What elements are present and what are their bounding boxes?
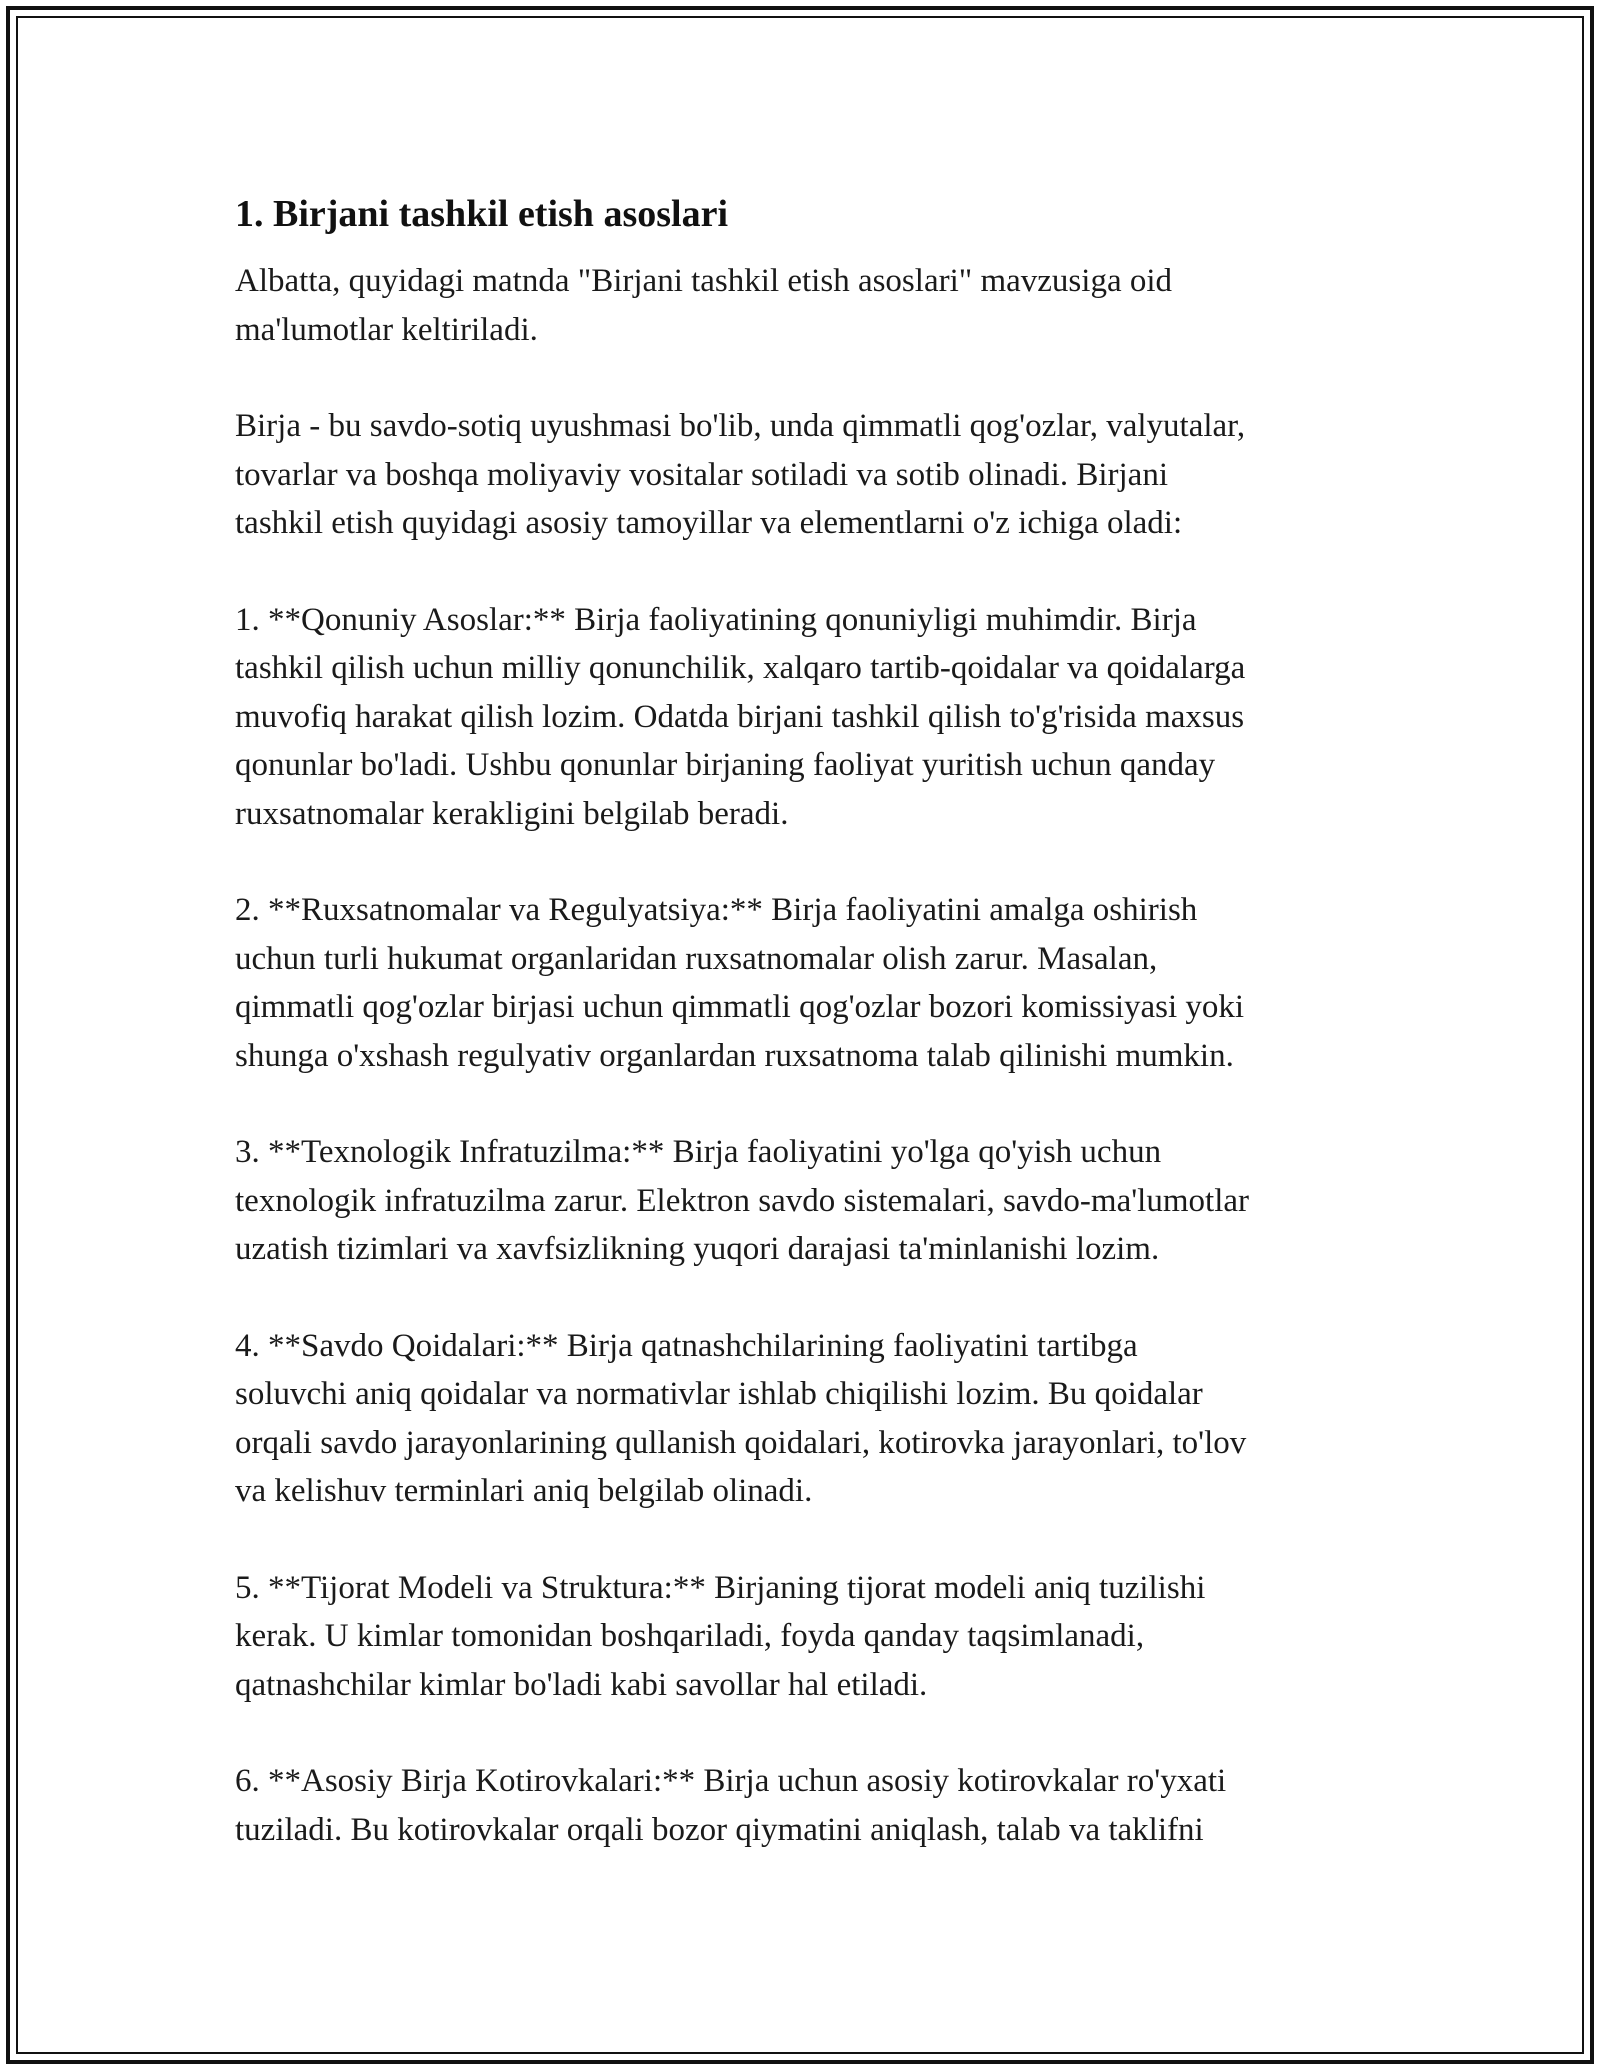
list-item-key-quotations: 6. **Asosiy Birja Kotirovkalari:** Birja uchun asosiy kotirovkalar ro'yxati tuziladi. Bu kotirovkalar orqali bozor qiymatini aniqlash, talab va taklifni xyxy=(235,1763,1227,1848)
document-body xyxy=(235,187,1375,1902)
intro-paragraph: Albatta, quyidagi matnda "Birjani tashkil etish asoslari" mavzusiga oid ma'lumotlar keltiriladi. xyxy=(235,263,1173,348)
section-heading: 1. Birjani tashkil etish asoslari xyxy=(235,193,728,235)
list-item-tech-infrastructure: 3. **Texnologik Infratuzilma:** Birja faoliyatini yo'lga qo'yish uchun texnologik infratuzilma zarur. Elektron savdo sistemalari, savdo-ma'lumotlar uzatish tizimlari va xavfsizlikning yuqori darajasi ta'minlanishi lozim. xyxy=(235,1134,1249,1267)
list-item-business-model: 5. **Tijorat Modeli va Struktura:** Birjaning tijorat modeli aniq tuzilishi kerak. U kimlar tomonidan boshqariladi, foyda qanday taqsimlanadi, qatnashchilar kimlar bo'ladi kabi savollar hal etiladi. xyxy=(235,1569,1206,1703)
list-item-legal-basis: 1. **Qonuniy Asoslar:** Birja faoliyatining qonuniyligi muhimdir. Birja tashkil qilish uchun milliy qonunchilik, xalqaro tartib-qoidalar va qoidalarga muvofiq harakat qilish lozim. Odatda birjani tashkil qilish to'g'risida maxsus qonunlar bo'ladi. Ushbu qonunlar birjaning faoliyat yuritish uchun qanday ruxsatnomalar kerakligini belgilab beradi. xyxy=(235,601,1246,832)
definition-paragraph: Birja - bu savdo-sotiq uyushmasi bo'lib, unda qimmatli qog'ozlar, valyutalar, tovarlar va boshqa moliyaviy vositalar sotiladi va sotib olinadi. Birjani tashkil etish quyidagi asosiy tamoyillar va elementlarni o'z ichiga oladi: xyxy=(235,408,1246,541)
list-item-permits-regulation: 2. **Ruxsatnomalar va Regulyatsiya:** Birja faoliyatini amalga oshirish uchun turli hukumat organlaridan ruxsatnomalar olish zarur. Masalan, qimmatli qog'ozlar birjasi uchun qimmatli qog'ozlar bozori komissiyasi yoki shunga o'xshash regulyativ organlardan ruxsatnoma talab qilinishi mumkin. xyxy=(235,892,1245,1074)
list-item-trading-rules: 4. **Savdo Qoidalari:** Birja qatnashchilarining faoliyatini tartibga soluvchi aniq qoidalar va normativlar ishlab chiqilishi lozim. Bu qoidalar orqali savdo jarayonlarining qullanish qoidalari, kotirovka jarayonlari, to'lov va kelishuv terminlari aniq belgilab olinadi. xyxy=(235,1327,1247,1509)
